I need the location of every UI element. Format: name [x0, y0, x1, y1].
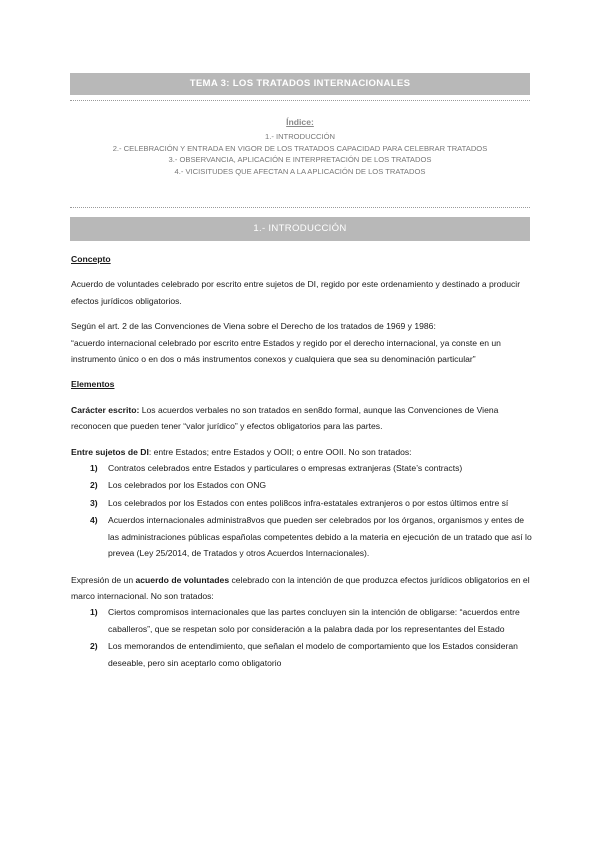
expresion-text: celebrado con la intención de que produzca efectos jurídicos obligatorios en el marco internacional. No son tratados:	[71, 574, 530, 601]
caracter-text: Los acuerdos verbales no son tratados en sen8do formal, aunque las Convenciones de Viena reconocen que pueden tener “valor jurídico” y efectos obligatorios para las partes.	[71, 404, 499, 432]
list-number: 1)	[90, 607, 98, 618]
paragraph-expresion	[71, 572, 533, 605]
table-of-contents	[70, 117, 530, 177]
expresion-list	[71, 604, 533, 671]
document-title: TEMA 3: LOS TRATADOS INTERNACIONALES	[70, 73, 530, 95]
divider	[70, 207, 530, 208]
expresion-pre: Expresión de un	[71, 574, 136, 585]
list-text: Los memorandos de entendimiento, que señalan el modelo de comportamiento que los Estados consideran deseable, pero sin aceptarlo como obligatorio	[108, 641, 518, 668]
list-number: 1)	[90, 463, 98, 474]
list-number: 4)	[90, 515, 98, 526]
viena-quote: “acuerdo internacional celebrado por escrito entre Estados y regido por el derecho internacional, ya conste en un instrumento único o en dos o más instrumentos conexos y cualquiera que sea su denominación particular”	[71, 337, 501, 365]
list-number: 2)	[90, 641, 98, 652]
divider	[70, 100, 530, 101]
list-text: Contratos celebrados entre Estados y particulares o empresas extranjeras (State’s contracts)	[108, 463, 463, 474]
list-item	[71, 512, 533, 561]
paragraph-definition: Acuerdo de voluntades celebrado por escrito entre sujetos de DI, regido por este ordenamiento y destinado a producir efectos jurídicos obligatorios.	[71, 279, 521, 306]
sujetos-list	[71, 460, 533, 561]
list-text: Los celebrados por los Estados con entes poli8cos infra-estatales extranjeros o por estos últimos entre sí	[108, 497, 509, 508]
index-item-4: 4.- VICISITUDES QUE AFECTAN A LA APLICACIÓN DE LOS TRATADOS	[174, 166, 426, 176]
subheading-concepto: Concepto	[71, 254, 111, 264]
sujetos-text: : entre Estados; entre Estados y OOII; o entre OOII. No son tratados:	[148, 446, 412, 457]
sujetos-label: Entre sujetos de DI	[71, 446, 149, 457]
paragraph-viena	[71, 318, 533, 367]
index-item-3: 3.- OBSERVANCIA, APLICACIÓN E INTERPRETACIÓN DE LOS TRATADOS	[168, 155, 432, 165]
list-text: Ciertos compromisos internacionales que las partes concluyen sin la intención de obligarse: “acuerdos entre caballeros”, que se respetan solo por consideración a la palabra dada por los representantes del Estado	[108, 607, 520, 634]
list-item	[71, 460, 533, 476]
list-text: Acuerdos internacionales administra8vos que pueden ser celebrados por los órganos, organismos y entes de las administraciones públicas españolas competentes debido a la materia en ejecución de un tratado que así lo prevea (Ley 25/2014, de Tratados y otros Acuerdos Internacionales).	[108, 515, 532, 559]
subheading-elementos: Elementos	[71, 379, 115, 390]
expresion-label: acuerdo de voluntades	[135, 574, 230, 585]
paragraph-sujetos	[71, 444, 533, 460]
list-item	[71, 604, 533, 637]
section-body	[71, 251, 533, 681]
paragraph-caracter-escrito	[71, 402, 533, 435]
list-item	[71, 638, 533, 671]
list-number: 3)	[90, 497, 98, 508]
viena-intro: Según el art. 2 de las Convenciones de Viena sobre el Derecho de los tratados de 1969 y 1986:	[71, 321, 436, 332]
list-text: Los celebrados por los Estados con ONG	[108, 480, 267, 491]
index-heading: Índice:	[286, 117, 314, 127]
caracter-label: Carácter escrito:	[71, 404, 140, 415]
index-item-1: 1.- INTRODUCCIÓN	[264, 132, 336, 141]
list-item	[71, 477, 533, 493]
section-title: 1.- INTRODUCCIÓN	[70, 217, 530, 241]
index-item-2: 2.- CELEBRACIÓN Y ENTRADA EN VIGOR DE LOS TRATADOS CAPACIDAD PARA CELEBRAR TRATADOS	[112, 143, 488, 153]
list-number: 2)	[90, 480, 98, 491]
list-item	[71, 495, 533, 511]
